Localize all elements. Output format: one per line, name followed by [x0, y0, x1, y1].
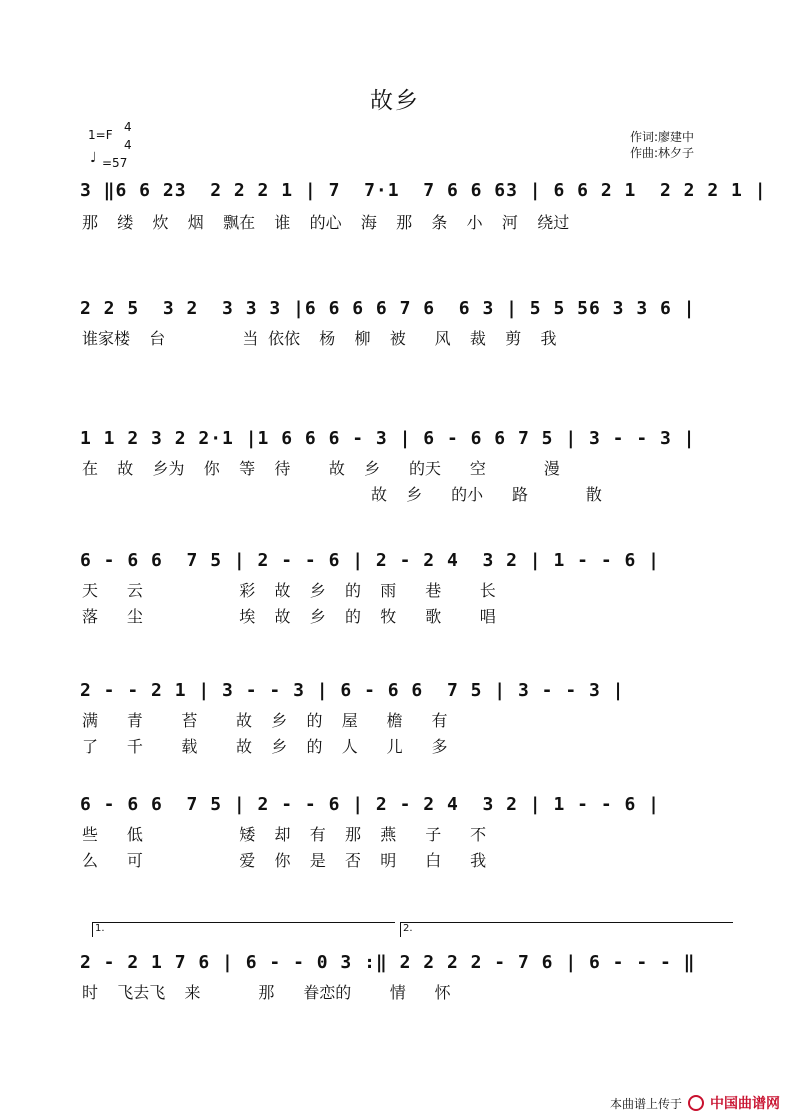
- footer-credit: [610, 1093, 780, 1113]
- site-logo-icon: [688, 1095, 704, 1111]
- score-line-1: [0, 180, 790, 260]
- composer-credit: 作曲:林夕子: [630, 146, 695, 160]
- notes: 1 1 2 3 2 2·1 |1 6 6 6 - 3 | 6 - 6 6 7 5 | 3 - - 3 |: [80, 428, 696, 449]
- score-line-5: [0, 680, 790, 760]
- key-signature: 1=F: [88, 128, 113, 142]
- notes: 2 2 5 3 2 3 3 3 |6 6 6 6 7 6 6 3 | 5 5 56 3 3 6 |: [80, 298, 696, 319]
- lyrics-verse-1: 那 缕 炊 烟 飘在 谁 的心 海 那 条 小 河 绕过: [82, 213, 570, 232]
- lyrics-verse-1: 在 故 乡为 你 等 待 故 乡 的天 空 漫: [82, 459, 560, 478]
- lyricist-credit: 作词:廖建中: [630, 130, 695, 144]
- notes: 3 ‖6 6 23 2 2 2 1 | 7 7·1 7 6 6 63 | 6 6 2 1 2 2 2 1 |: [80, 180, 767, 201]
- quarter-note-icon: ♩: [90, 150, 97, 166]
- score-line-2: [0, 298, 790, 378]
- lyrics-verse-2: 了 千 载 故 乡 的 人 儿 多: [82, 737, 448, 756]
- score-line-6: [0, 794, 790, 874]
- time-signature-top: 4: [124, 120, 132, 134]
- volta-bracket-1: 1.: [92, 922, 395, 937]
- notes: 6 - 6 6 7 5 | 2 - - 6 | 2 - 2 4 3 2 | 1 - - 6 |: [80, 550, 661, 571]
- lyrics-verse-1: 天 云 彩 故 乡 的 雨 巷 长: [82, 581, 496, 600]
- score-line-7: [0, 952, 790, 1032]
- notes: 2 - 2 1 7 6 | 6 - - 0 3 :‖ 2 2 2 2 - 7 6 | 6 - - - ‖: [80, 952, 696, 973]
- notes: 6 - 6 6 7 5 | 2 - - 6 | 2 - 2 4 3 2 | 1 - - 6 |: [80, 794, 661, 815]
- score-line-4: [0, 550, 790, 630]
- lyrics-verse-1: 些 低 矮 却 有 那 燕 子 不: [82, 825, 487, 844]
- notes: 2 - - 2 1 | 3 - - 3 | 6 - 6 6 7 5 | 3 - - 3 |: [80, 680, 625, 701]
- lyrics-verse-2: 么 可 爱 你 是 否 明 白 我: [82, 851, 487, 870]
- lyrics-verse-2: 故 乡 的小 路 散: [82, 485, 602, 504]
- lyrics-verse-2: 落 尘 埃 故 乡 的 牧 歌 唱: [82, 607, 496, 626]
- tempo-marking: =57: [102, 156, 128, 170]
- song-title: 故乡: [370, 88, 420, 114]
- volta-bracket-2: 2.: [400, 922, 733, 937]
- site-logo-text[interactable]: 中国曲谱网: [710, 1096, 780, 1112]
- lyrics-verse-1: 满 青 苔 故 乡 的 屋 檐 有: [82, 711, 448, 730]
- lyrics-verse-1: 谁家楼 台 当 依依 杨 柳 被 风 裁 剪 我: [82, 329, 557, 348]
- footer-text: 本曲谱上传于: [609, 1096, 682, 1111]
- score-line-3: [0, 428, 790, 508]
- lyrics-verse-1: 时 飞去飞 来 那 眷恋的 情 怀: [82, 983, 451, 1002]
- time-signature-bottom: 4: [124, 138, 132, 152]
